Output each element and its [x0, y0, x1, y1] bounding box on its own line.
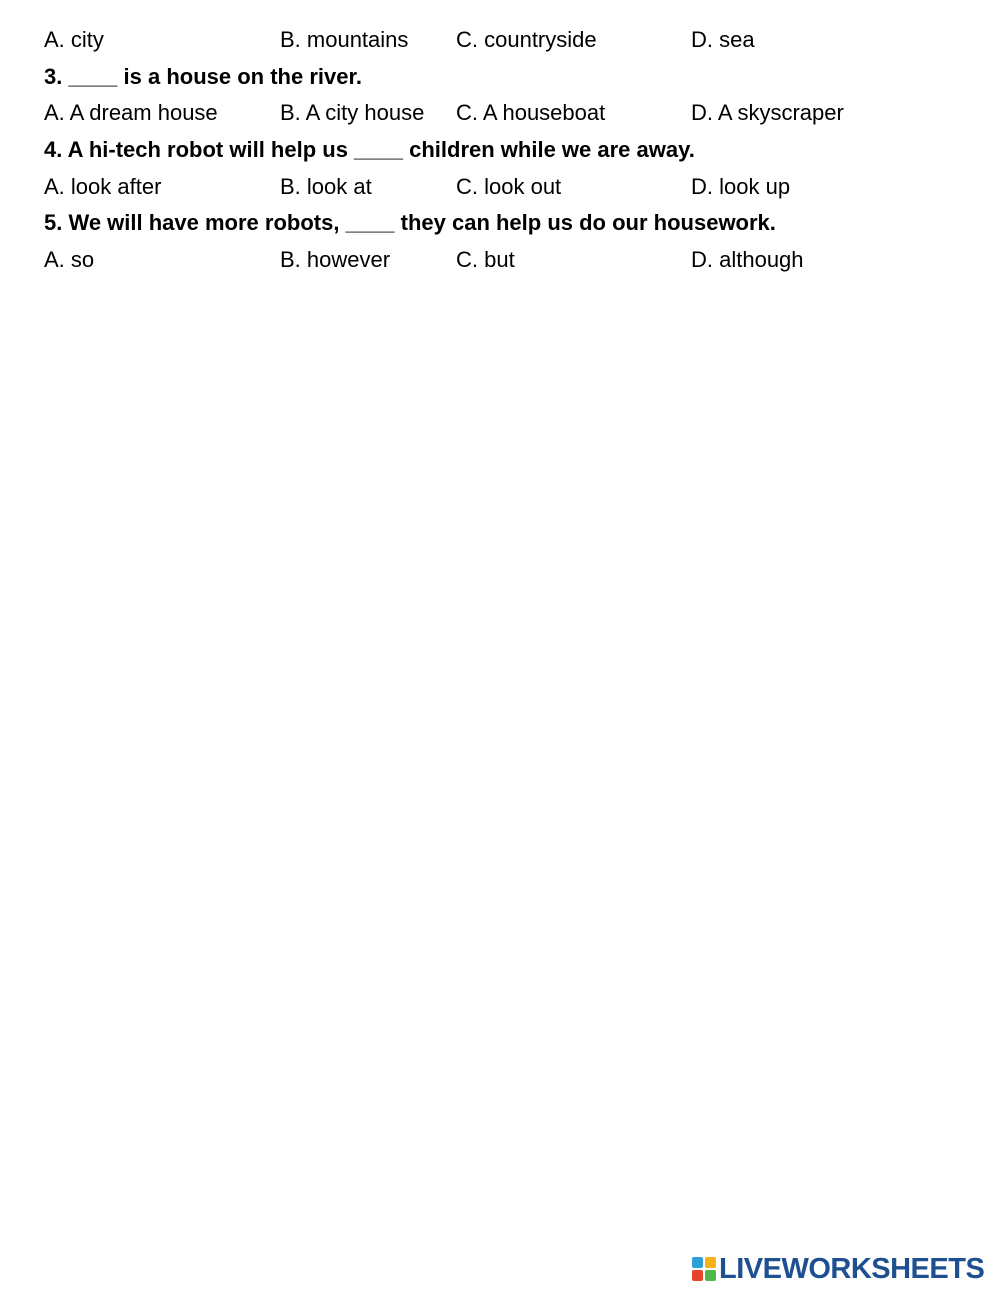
option-b[interactable]: B. look at — [280, 173, 372, 199]
question-4: 4. A hi-tech robot will help us ____ children while we are away. — [44, 137, 695, 163]
options-row-q3 — [44, 95, 964, 132]
option-a[interactable]: A. A dream house — [44, 100, 218, 126]
option-c[interactable]: C. countryside — [456, 27, 597, 52]
option-d[interactable]: D. although — [691, 247, 804, 273]
option-d[interactable]: D. look up — [691, 173, 791, 199]
option-d[interactable]: D. sea — [691, 27, 755, 52]
question-3: 3. ____ is a house on the river. — [44, 63, 362, 89]
option-a[interactable]: A. city — [44, 27, 104, 52]
option-d[interactable]: D. A skyscraper — [691, 100, 844, 126]
option-b[interactable]: B. however — [280, 247, 391, 273]
option-a[interactable]: A. look after — [44, 173, 162, 199]
options-row-q5 — [44, 242, 964, 279]
options-row-q4 — [44, 169, 964, 206]
liveworksheets-logo-icon — [692, 1257, 716, 1281]
question-5: 5. We will have more robots, ____ they can help us do our housework. — [44, 210, 776, 236]
option-c[interactable]: C. A houseboat — [456, 100, 606, 126]
liveworksheets-logo — [692, 1254, 984, 1284]
options-row-q2 — [44, 22, 964, 59]
option-a[interactable]: A. so — [44, 247, 95, 273]
option-c[interactable]: C. look out — [456, 173, 562, 199]
option-c[interactable]: C. but — [456, 247, 515, 273]
worksheet — [44, 22, 964, 279]
brand-name: LIVEWORKSHEETS — [719, 1253, 985, 1285]
option-b[interactable]: B. A city house — [280, 100, 425, 126]
option-b[interactable]: B. mountains — [280, 27, 409, 52]
